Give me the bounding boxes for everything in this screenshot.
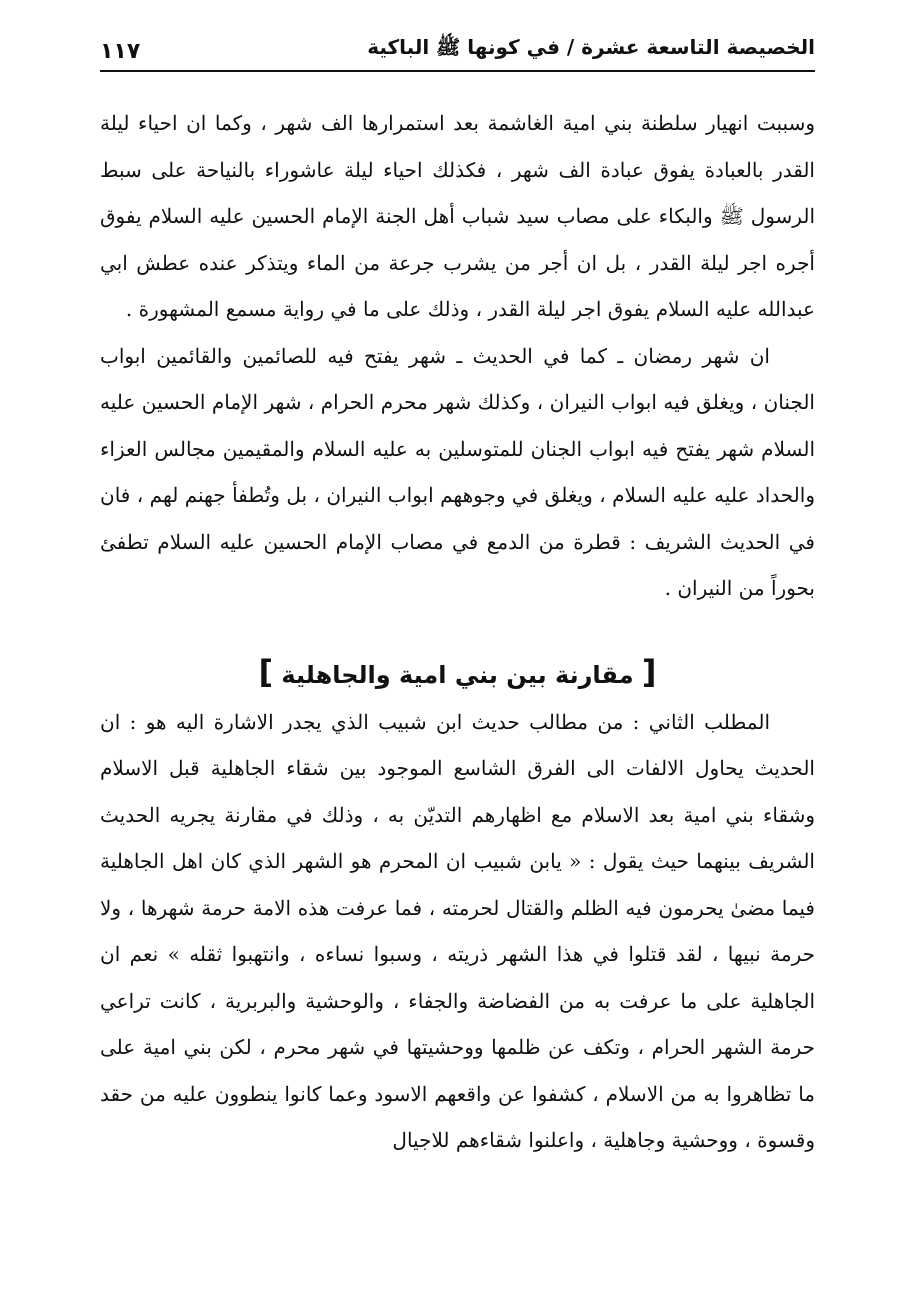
running-title: الخصيصة التاسعة عشرة / في كونها ﷺ الباكية	[367, 35, 815, 59]
paragraph: وسببت انهيار سلطنة بني امية الغاشمة بعد استمرارها الف شهر ، وكما ان احياء ليلة القدر بالعبادة يفوق عبادة الف شهر ، فكذلك احياء ليلة عاشوراء بالنياحة على سبط الرسول ﷺ والبكاء على مصاب سيد شباب أهل الجنة الإمام الحسين عليه السلام يفوق أجره اجر ليلة القدر ، بل ان أجر من يشرب جرعة من الماء ويتذكر عنده عطش ابي عبدالله عليه السلام يفوق اجر ليلة القدر ، وذلك على ما في رواية مسمع المشهورة .	[100, 111, 815, 321]
section-heading	[100, 652, 815, 695]
paragraph: ان شهر رمضان ـ كما في الحديث ـ شهر يفتح فيه للصائمين والقائمين ابواب الجنان ، ويغلق فيه ابواب النيران ، وكذلك شهر محرم الحرام ، شهر الإمام الحسين عليه السلام شهر يفتح فيه ابواب الجنان للمتوسلين به عليه السلام والمقيمين مجالس العزاء والحداد عليه عليه السلام ، ويغلق في وجوههم ابواب النيران ، بل وتُطفأ جهنم لهم ، فان في الحديث الشريف : قطرة من الدمع في مصاب الإمام الحسين عليه السلام تطفئ بحوراً من النيران .	[100, 343, 815, 600]
section-heading-text: مقارنة بين بني امية والجاهلية	[281, 660, 634, 689]
page-header	[100, 28, 815, 72]
heading-close-bracket: ]	[258, 652, 274, 691]
page-body	[100, 100, 815, 1164]
paragraph: المطلب الثاني : من مطالب حديث ابن شبيب الذي يجدر الاشارة اليه هو : ان الحديث يحاول الالفات الى الفرق الشاسع الموجود بين شقاء الجاهلية قبل الاسلام وشقاء بني امية بعد الاسلام مع اظهارهم التديّن به ، وذلك في مقارنة يجريه الحديث الشريف بينهما حيث يقول : « يابن شبيب ان المحرم هو الشهر الذي كان اهل الجاهلية فيما مضىٰ يحرمون فيه الظلم والقتال لحرمته ، فما عرفت هذه الامة حرمة شهرها ، ولا حرمة نبيها ، لقد قتلوا في هذا الشهر ذريته ، وسبوا نساءه ، وانتهبوا ثقله » نعم ان الجاهلية على ما عرفت به من الفضاضة والجفاء ، والوحشية والبربرية ، كانت تراعي حرمة الشهر الحرام ، وتكف عن ظلمها ووحشيتها في شهر محرم ، لكن بني امية على ما تظاهروا به من الاسلام ، كشفوا عن واقعهم الاسود وعما كانوا ينطوون عليه من حقد وقسوة ، ووحشية وجاهلية ، واعلنوا شقاءهم للاجيال	[100, 709, 815, 1152]
page-number: ١١٧	[100, 39, 141, 64]
heading-open-bracket: [	[641, 652, 657, 691]
section-heading-box	[258, 652, 656, 695]
